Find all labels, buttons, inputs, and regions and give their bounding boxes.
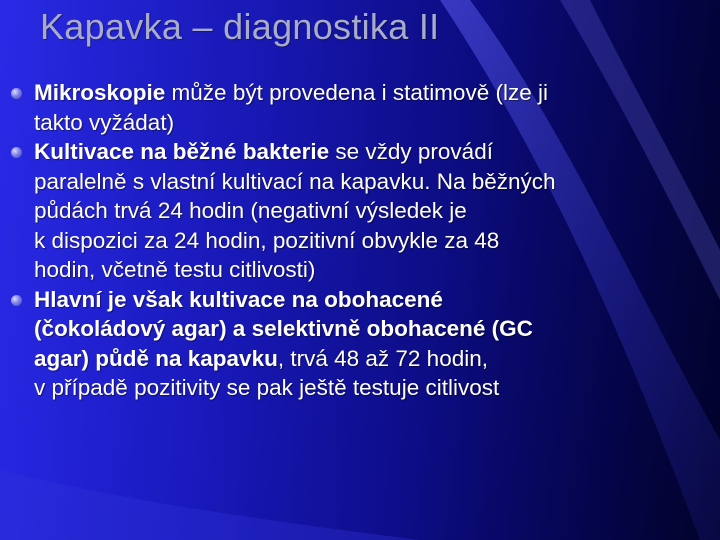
bold-text: Hlavní je však kultivace na obohacené: [34, 286, 443, 312]
bullet-list: [0, 78, 700, 403]
text-line: [34, 196, 700, 226]
text-line: [34, 373, 700, 403]
text-line: [34, 108, 700, 138]
regular-text: takto vyžádat): [34, 109, 175, 135]
regular-text: k dispozici za 24 hodin, pozitivní obvykle za 48: [34, 227, 500, 253]
regular-text: paralelně s vlastní kultivací na kapavku. Na běžných: [34, 168, 556, 194]
text-line: [34, 226, 700, 256]
bullet-item: [0, 137, 700, 285]
bullet-dot-icon: [11, 295, 22, 306]
bold-text: Kultivace na běžné bakterie: [34, 139, 330, 164]
bullet-dot-icon: [11, 88, 22, 99]
text-line: [34, 344, 700, 374]
bold-text: Mikroskopie: [34, 80, 166, 105]
slide-title: Kapavka – diagnostika II: [40, 6, 440, 47]
text-line: [34, 167, 700, 197]
bullet-dot-icon: [11, 147, 22, 158]
bullet-item: [0, 285, 700, 403]
regular-text: půdách trvá 24 hodin (negativní výsledek je: [34, 198, 467, 223]
text-line: [34, 78, 700, 108]
text-line: [34, 255, 700, 285]
regular-text: se vždy provádí: [329, 139, 493, 164]
text-line: [34, 314, 700, 344]
bold-text: agar) půdě na kapavku: [34, 345, 278, 371]
regular-text: v případě pozitivity se pak ještě testuje citlivost: [34, 375, 500, 400]
bold-text: (čokoládový agar) a selektivně obohacené (GC: [34, 316, 533, 341]
regular-text: , trvá 48 až 72 hodin,: [277, 345, 488, 371]
text-line: [34, 285, 700, 315]
regular-text: může být provedena i statimově (lze ji: [165, 80, 548, 105]
bullet-item: [0, 78, 700, 137]
text-line: [34, 137, 700, 167]
regular-text: hodin, včetně testu citlivosti): [34, 257, 316, 282]
